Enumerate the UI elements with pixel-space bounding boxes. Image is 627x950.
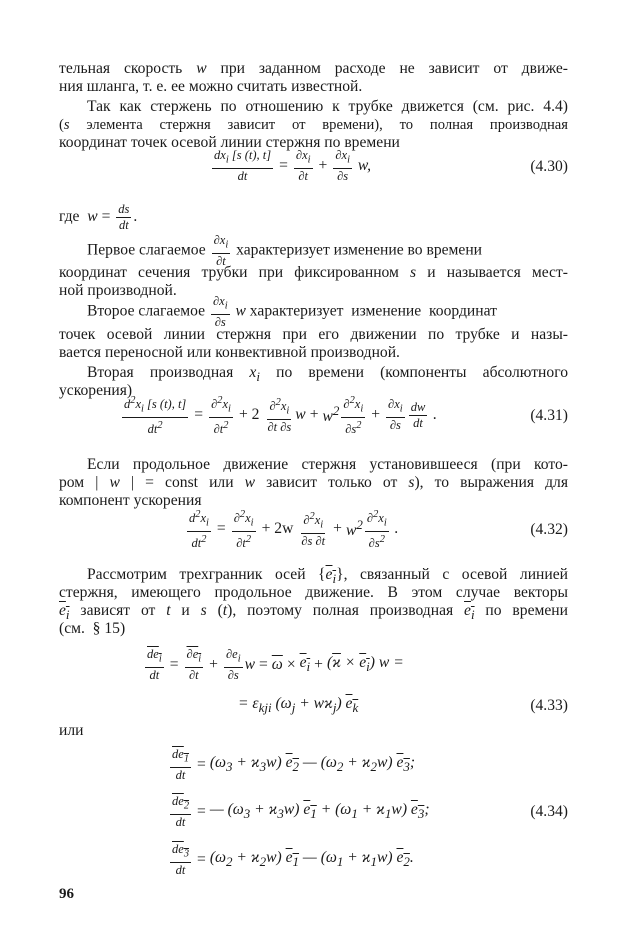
text-line: ром | w | = const или w зависит только от s), то выражения для xyxy=(59,474,569,491)
text-line: где w = $\frac{ds}{dt}$ . xyxy=(59,201,138,232)
equation-4-30: $\frac{dx_i [s (t), t]}{dt}$ = $\frac{\partial x_i}{\partial t}$ + $\frac{\partial x_i}{\partial s}$ w, xyxy=(214,148,372,183)
text-line: ускорения) xyxy=(59,382,133,399)
text-line: компонент ускорения xyxy=(59,492,202,509)
equation-4-33-line1: $\frac{de_i}{dt}$ = $\frac{\partial e_i}{\partial t}$ + $\frac{\partial e_i}{\partial s}$ w = $\overline{\omega}$ × $e_i$ + $(\overline{ϰ} \times e_i) w$ = xyxy=(147,647,404,682)
page-number: 96 xyxy=(59,886,74,902)
text-line: $e_i$ зависят от t и s (t), поэтому полная производная $e_i$ по времени xyxy=(59,602,568,623)
text-line: Второе слагаемое $\frac{\partial x_i}{\partial s}$ w характеризует изменение координат xyxy=(87,294,497,329)
equation-4-31: $\frac{d^2x_i [s (t), t]}{dt^2}$ = $\frac{\partial^2x_i}{\partial t^2}$ + 2 $\frac{\partial^2x_i}{\partial t \partial s}$ w + $w^2$ $\frac{\partial^2x_i}{\partial s^2}$ + $\frac{\partial x_i}{\partial s}$ $\frac{dw}{dt}$ . xyxy=(124,395,438,436)
text-line: ния шланга, т. е. ее можно считать известной. xyxy=(59,78,363,95)
equation-number: (4.30) xyxy=(530,158,568,175)
equation-number: (4.32) xyxy=(530,521,568,538)
text-line: Так как стержень по отношению к трубке движется (см. рис. 4.4) xyxy=(87,98,568,115)
text-line: вается переносной или конвективной производной. xyxy=(59,344,400,361)
text-line: Первое слагаемое $\frac{\partial x_i}{\partial t}$ характеризует изменение во времени xyxy=(87,233,483,268)
text-line: (s элемента стержня зависит от времени), то полная производная xyxy=(59,117,568,133)
equation-4-32: $\frac{d^2x_i}{dt^2}$ = $\frac{\partial^2x_i}{\partial t^2}$ + 2w $\frac{\partial^2x_i}{\partial s \partial t}$ + $w^2$ $\frac{\partial^2x_i}{\partial s^2}$ . xyxy=(189,509,399,550)
equation-4-34-line2: $\frac{de_2}{dt}$ = — $(\omega_3 + ϰ_3w) e_1 + (\omega_1 + ϰ_1w)$ $e_3$; xyxy=(172,794,430,829)
equation-4-34-line1: $\frac{de_1}{dt}$ = $(\omega_3 + ϰ_3w)$ $e_2$ — $(\omega_2 + ϰ_2w)$ $e_3$; xyxy=(172,747,416,782)
text-line: Если продольное движение стержня установившееся (при кото- xyxy=(87,456,568,473)
text-line: Вторая производная $x_i$ по времени (компоненты абсолютного xyxy=(87,364,568,385)
equation-4-34-line3: $\frac{de_3}{dt}$ = $(\omega_2 + ϰ_2w)$ $e_1$ — $(\omega_1 + ϰ_1w)$ $e_2$. xyxy=(172,842,414,877)
equation-number: (4.31) xyxy=(530,407,568,424)
text-line: (см. § 15) xyxy=(59,620,126,637)
text-line: тельная скорость w при заданном расходе не зависит от движе- xyxy=(59,60,568,77)
text-line: Рассмотрим трехгранник осей $\{e_i\}$, связанный с осевой линией xyxy=(87,566,568,587)
text-line: или xyxy=(59,722,84,739)
equation-number: (4.34) xyxy=(530,803,568,820)
text-line: ной производной. xyxy=(59,282,177,299)
text-line: точек осевой линии стержня при его движении по трубке и назы- xyxy=(59,326,568,343)
text-line: координат сечения трубки при фиксированном s и называется мест- xyxy=(59,264,568,281)
text-line: координат точек осевой линии стержня по времени xyxy=(59,134,400,151)
equation-number: (4.33) xyxy=(530,697,568,714)
text-line: стержня, имеющего продольное движение. В этом случае векторы xyxy=(59,584,568,601)
equation-4-33-line2: = $\varepsilon_{kji}$ $(\omega_j + wϰ_j)$ $e_k$ xyxy=(238,695,359,716)
